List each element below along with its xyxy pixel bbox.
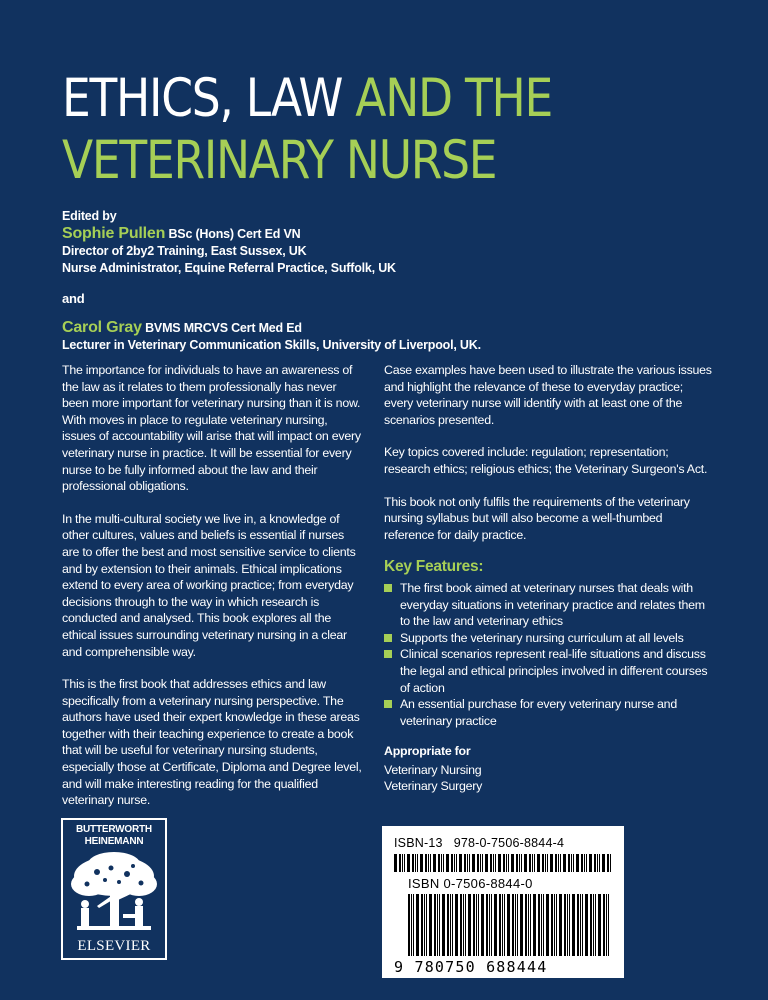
barcode-bar [408,894,410,956]
barcode-bar [507,894,510,956]
barcode-bar [537,854,540,872]
barcode-bar [517,894,518,956]
barcode-bar [491,894,492,956]
barcode-bar [494,894,497,956]
barcode-bar [599,854,600,872]
barcode-bar [490,854,492,872]
left-column [62,362,362,825]
barcode-bar [532,854,533,872]
barcode-bar [402,854,403,872]
barcode-bar [593,894,594,956]
editor1-affiliation: Nurse Administrator, Equine Referral Practice, Suffolk, UK [62,261,396,275]
barcode-bar [530,894,531,956]
barcode-bar [476,894,477,956]
title-green-1: AND THE [355,68,553,129]
appropriate-for-item: Veterinary Surgery [384,779,483,794]
barcode-bar [468,894,471,956]
barcode-bar [455,894,458,956]
barcode-bar [394,854,397,872]
editors-block [62,208,742,354]
barcode-bar [460,894,462,956]
barcode-bar [580,894,581,956]
barcode-bar [434,894,436,956]
editor1-heading [62,225,742,243]
barcode-bar [473,894,475,956]
barcode-bar [443,854,444,872]
barcode-bar [399,854,401,872]
barcode-bar [433,854,436,872]
square-bullet-icon [384,584,392,592]
barcode-bar [486,894,488,956]
barcode-bar [563,854,566,872]
barcode-bar [404,854,405,872]
barcode-bar [594,854,596,872]
barcode-bar [589,854,592,872]
barcode-panel [382,826,624,978]
barcode-bar [464,854,466,872]
barcode-bar [569,894,570,956]
barcode-bar [469,854,470,872]
barcode-bar [441,854,442,872]
publisher-line2: HEINEMANN [84,836,144,847]
barcode-bar [608,894,609,956]
barcode-bar [550,854,553,872]
barcode-bar [597,854,598,872]
barcode-bar [516,854,518,872]
barcode-bar [450,894,451,956]
barcode-bar [413,894,414,956]
barcode-bar [555,854,557,872]
barcode-bar [554,894,555,956]
barcode-bar [576,854,579,872]
barcode-bar [428,854,429,872]
isbn13-barcode [394,854,612,872]
barcode-bar [481,894,484,956]
barcode-bar [519,854,520,872]
right-column [384,362,714,795]
barcode-bar [463,894,464,956]
barcode-bar [430,854,431,872]
barcode-bar [545,854,546,872]
barcode-bar [515,894,516,956]
barcode-bar [581,854,583,872]
isbn13-line: ISBN-13 978-0-7506-8844-4 [394,836,565,850]
barcode-bar [586,854,587,872]
barcode-bar [504,894,505,956]
barcode-bar [559,894,562,956]
barcode-bar [607,854,609,872]
barcode-bar [573,854,574,872]
barcode-bar [426,894,427,956]
barcode-bar [472,854,475,872]
barcode-bar [480,854,481,872]
key-features-title: Key Features: [384,558,484,576]
barcode-bar [451,854,453,872]
barcode-bar [602,854,605,872]
barcode-bar [567,894,568,956]
barcode-bar [489,894,490,956]
barcode-bar [493,854,494,872]
description-paragraph: The importance for individuals to have an awareness of the law as it relates to them professionally has never been more important for veterinary nursing than it is now. With moves in place to regulate veterinary nursing, issues of accountability will arise that will impact on every veterinary nurse in practice. It will be essential for every nurse to be fully informed about the law and their professional obligations. [62,363,361,494]
barcode-bar [502,894,503,956]
book-title [62,68,630,192]
barcode-bar [556,894,557,956]
barcode-bar [429,894,432,956]
barcode-bar [541,894,542,956]
description-paragraph: Key topics covered include: regulation; representation; research ethics; religious ethics; the Veterinary Surgeon's Act. [384,445,708,476]
barcode-bar [424,894,425,956]
barcode-bar [542,854,544,872]
barcode-bar [412,854,414,872]
editor1-quals: BSc (Hons) Cert Ed VN [165,227,301,241]
key-feature-item: Supports the veterinary nursing curriculum at all levels [384,630,714,647]
barcode-bar [572,894,575,956]
barcode-bar [603,894,605,956]
square-bullet-icon [384,650,392,658]
barcode-bar [595,894,596,956]
publisher-name: ELSEVIER [77,938,151,954]
barcode-bar [564,894,566,956]
barcode-bar [503,854,505,872]
barcode-bar [610,854,611,872]
barcode-bar [498,854,501,872]
barcode-bar [511,854,514,872]
barcode-bar [558,854,559,872]
barcode-bar [438,854,440,872]
barcode-bar [482,854,483,872]
barcode-bar [439,894,440,956]
barcode-bar [407,854,410,872]
barcode-bar [585,894,588,956]
barcode-bar [598,894,601,956]
barcode-bar [454,854,455,872]
barcode-bar [520,894,523,956]
key-feature-item: The first book aimed at veterinary nurses that deals with everyday situations in veterinary practice and relates them to the law and veterinary ethics [384,580,714,630]
description-paragraph: In the multi-cultural society we live in, a knowledge of other cultures, values and beliefs is essential if nurses are to offer the best and most sensitive service to clients and by extension to their animals. Ethical implications extend to every area of working practice; from everyday decisions through to the way in which research is conducted and analysed. This book explores all the ethical issues surrounding veterinary nursing in a clear and comprehensible way. [62,511,356,659]
key-features-list [384,580,714,729]
barcode-bar [543,894,544,956]
barcode-bar [528,894,529,956]
barcode-bar [420,854,423,872]
barcode-bar [590,894,592,956]
isbn10-line: ISBN 0-7506-8844-0 [408,876,533,891]
key-feature-item: An essential purchase for every veterinary nurse and veterinary practice [384,696,714,729]
barcode-bar [584,854,585,872]
barcode-bar [506,854,507,872]
editor1-name: Sophie Pullen [62,225,166,242]
barcode-bar [551,894,553,956]
barcode-bar [525,894,527,956]
barcode-bar [546,894,549,956]
barcode-bar [547,854,548,872]
barcode-bar [459,854,462,872]
edited-by-label: Edited by [62,209,117,223]
barcode-bar [568,854,570,872]
barcode-bar [529,854,531,872]
publisher-line1: BUTTERWORTH [76,824,152,835]
barcode-bar [421,894,423,956]
square-bullet-icon [384,700,392,708]
barcode-bar [417,854,418,872]
title-white: ETHICS, LAW [62,68,356,129]
barcode-bar [446,854,449,872]
barcode-bar [524,854,527,872]
editor2-heading [62,319,742,337]
description-paragraph: Case examples have been used to illustrate the various issues and highlight the relevance of these to everyday practice; every veterinary nurse will identify with at least one of the scenarios presented. [384,363,712,427]
and-label: and [62,291,85,306]
editor2-name: Carol Gray [62,319,142,336]
description-paragraph: This is the first book that addresses ethics and law specifically from a veterinary nursing perspective. The authors have used their expert knowledge in these areas together with their teaching experience to create a book that will be useful for veterinary nursing students, especially those at Certificate, Diploma and Degree level, and will make interesting reading for the qualified veterinary nurse. [62,677,362,808]
barcode-bar [477,854,479,872]
editor1-affiliation: Director of 2by2 Training, East Sussex, UK [62,244,307,258]
description-paragraph: This book not only fulfils the requirements of the veterinary nursing syllabus but will also become a well-thumbed reference for daily practice. [384,494,690,542]
barcode-bar [415,854,416,872]
barcode-bar [534,854,535,872]
barcode-bar [508,854,509,872]
barcode-bar [560,854,561,872]
appropriate-for-title: Appropriate for [384,744,471,759]
barcode-bar [512,894,514,956]
barcode-bar [416,894,419,956]
barcode-bar [478,894,479,956]
key-feature-item: Clinical scenarios represent real-life situations and discuss the legal and ethical principles involved in different courses of action [384,646,714,696]
barcode-bar [465,894,466,956]
barcode-bar [485,854,488,872]
editor2-quals: BVMS MRCVS Cert Med Ed [141,321,302,335]
barcode-bar [521,854,522,872]
barcode-bar [606,894,607,956]
editor2-affiliation: Lecturer in Veterinary Communication Skills, University of Liverpool, UK. [62,338,481,352]
square-bullet-icon [384,634,392,642]
barcode-bar [467,854,468,872]
barcode-bar [425,854,427,872]
barcode-bar [456,854,457,872]
barcode-bar [452,894,453,956]
title-green-2: VETERINARY NURSE [62,130,497,191]
barcode-bar [538,894,540,956]
barcode-bar [437,894,438,956]
barcode-bar [499,894,501,956]
publisher-logo [61,818,167,960]
barcode-bar [582,894,583,956]
barcode-bar [533,894,536,956]
barcode-bar [411,894,412,956]
ean-barcode [408,894,612,956]
ean-digits: 9 780750 688444 [394,958,548,976]
barcode-bar [571,854,572,872]
barcode-bar [447,894,449,956]
barcode-bar [442,894,445,956]
appropriate-for-item: Veterinary Nursing [384,762,482,777]
barcode-bar [495,854,496,872]
elsevier-tree-icon [67,850,161,940]
barcode-bar [577,894,579,956]
